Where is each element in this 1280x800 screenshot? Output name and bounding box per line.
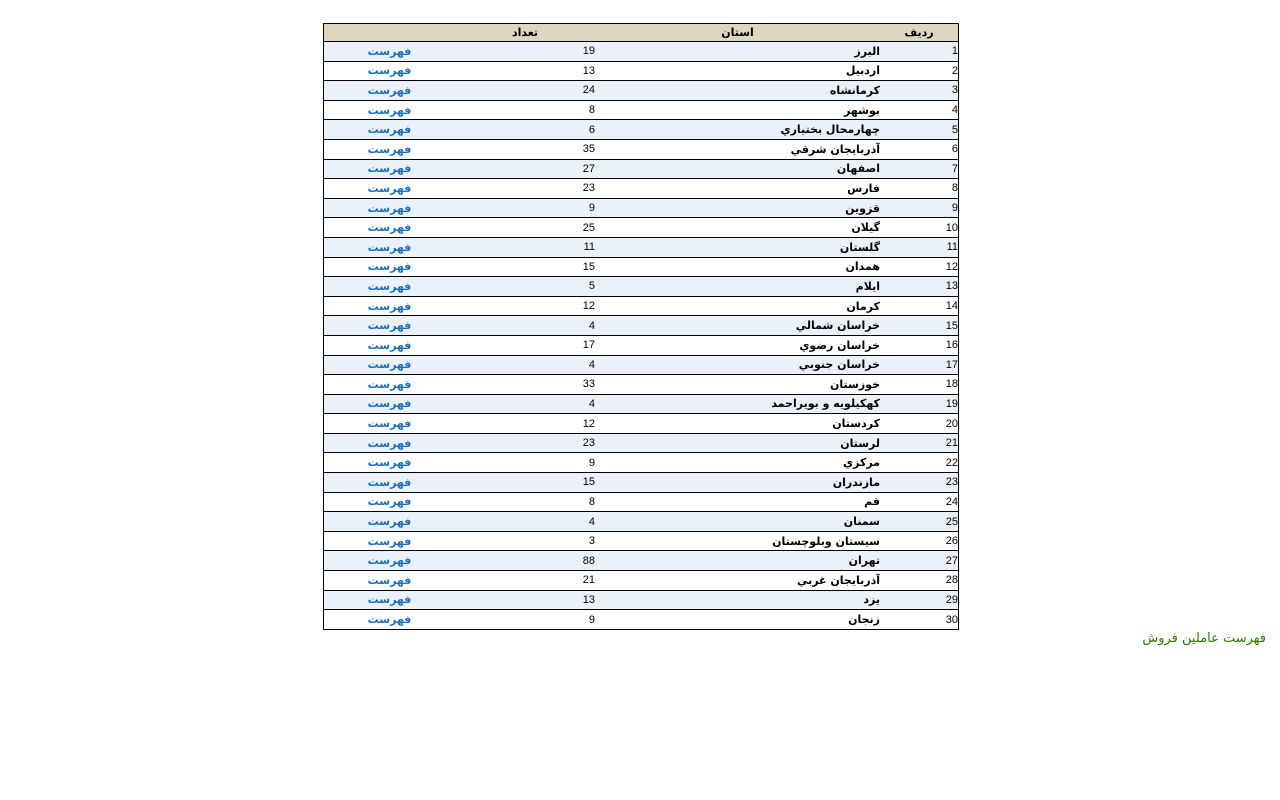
list-link-cell — [324, 571, 456, 591]
list-link-cell — [324, 198, 456, 218]
province-list-link[interactable]: فهرست — [367, 436, 412, 450]
province-name: ايلام — [595, 277, 880, 297]
list-link-cell — [324, 61, 456, 81]
table-row — [324, 610, 959, 630]
table-row — [324, 590, 959, 610]
list-link-cell — [324, 531, 456, 551]
header-link — [324, 24, 456, 42]
table-row — [324, 531, 959, 551]
table-row — [324, 355, 959, 375]
header-count: تعداد — [455, 24, 595, 42]
agent-count: 19 — [455, 42, 595, 62]
province-name: خراسان شمالي — [595, 316, 880, 336]
agent-count: 27 — [455, 159, 595, 179]
agent-count: 13 — [455, 590, 595, 610]
row-number: 6 — [880, 139, 959, 159]
province-list-link[interactable]: فهرست — [367, 319, 412, 333]
table-row — [324, 453, 959, 473]
province-list-link[interactable]: فهرست — [367, 417, 412, 431]
table-row — [324, 414, 959, 434]
list-link-cell — [324, 277, 456, 297]
row-number: 30 — [880, 610, 959, 630]
agent-count: 9 — [455, 453, 595, 473]
agent-count: 9 — [455, 610, 595, 630]
list-link-cell — [324, 179, 456, 199]
row-number: 28 — [880, 571, 959, 591]
row-number: 27 — [880, 551, 959, 571]
province-name: البرز — [595, 42, 880, 62]
province-list-link[interactable]: فهرست — [367, 377, 412, 391]
row-number: 14 — [880, 296, 959, 316]
agent-count: 23 — [455, 179, 595, 199]
province-list-link[interactable]: فهرست — [367, 456, 412, 470]
table-row — [324, 375, 959, 395]
agent-count: 25 — [455, 218, 595, 238]
province-name: خراسان رضوي — [595, 335, 880, 355]
row-number: 2 — [880, 61, 959, 81]
province-list-link[interactable]: فهرست — [367, 44, 412, 58]
province-name: كهكيلويه و بويراحمد — [595, 394, 880, 414]
province-name: اردبيل — [595, 61, 880, 81]
table-row — [324, 433, 959, 453]
table-row — [324, 42, 959, 62]
province-name: فارس — [595, 179, 880, 199]
list-link-cell — [324, 218, 456, 238]
table-row — [324, 473, 959, 493]
row-number: 8 — [880, 179, 959, 199]
table-row — [324, 139, 959, 159]
row-number: 4 — [880, 100, 959, 120]
table-row — [324, 551, 959, 571]
list-link-cell — [324, 414, 456, 434]
agent-count: 8 — [455, 492, 595, 512]
agent-count: 3 — [455, 531, 595, 551]
agent-count: 4 — [455, 355, 595, 375]
province-list-link[interactable]: فهرست — [367, 279, 412, 293]
table-row — [324, 100, 959, 120]
row-number: 24 — [880, 492, 959, 512]
row-number: 18 — [880, 375, 959, 395]
agent-count: 4 — [455, 316, 595, 336]
list-link-cell — [324, 316, 456, 336]
row-number: 12 — [880, 257, 959, 277]
table-row — [324, 237, 959, 257]
table-row — [324, 257, 959, 277]
agent-count: 15 — [455, 473, 595, 493]
row-number: 16 — [880, 335, 959, 355]
list-link-cell — [324, 590, 456, 610]
province-name: چهارمحال بختياري — [595, 120, 880, 140]
agent-count: 23 — [455, 433, 595, 453]
province-name: بوشهر — [595, 100, 880, 120]
agent-count: 12 — [455, 296, 595, 316]
province-list-link[interactable]: فهرست — [367, 593, 412, 607]
list-link-cell — [324, 296, 456, 316]
province-list-link[interactable]: فهرست — [367, 554, 412, 568]
province-list-link[interactable]: فهرست — [367, 221, 412, 235]
agent-count: 6 — [455, 120, 595, 140]
province-list-link[interactable]: فهرست — [367, 299, 412, 313]
province-name: سمنان — [595, 512, 880, 532]
list-link-cell — [324, 610, 456, 630]
table-row — [324, 277, 959, 297]
province-list-link[interactable]: فهرست — [367, 103, 412, 117]
province-list-link[interactable]: فهرست — [367, 358, 412, 372]
table-row — [324, 571, 959, 591]
agent-count: 8 — [455, 100, 595, 120]
list-link-cell — [324, 81, 456, 101]
row-number: 23 — [880, 473, 959, 493]
agent-count: 9 — [455, 198, 595, 218]
province-name: آذربايجان شرقي — [595, 139, 880, 159]
header-row-number: رديف — [880, 24, 959, 42]
province-name: گلستان — [595, 237, 880, 257]
province-name: قزوين — [595, 198, 880, 218]
agent-count: 5 — [455, 277, 595, 297]
province-list-link[interactable]: فهرست — [367, 338, 412, 352]
agent-count: 11 — [455, 237, 595, 257]
row-number: 22 — [880, 453, 959, 473]
province-list-link[interactable]: فهرست — [367, 534, 412, 548]
agent-count: 33 — [455, 375, 595, 395]
sales-agents-list-link[interactable]: فهرست عاملين فروش — [1142, 631, 1266, 646]
province-name: قم — [595, 492, 880, 512]
province-name: لرستان — [595, 433, 880, 453]
row-number: 10 — [880, 218, 959, 238]
table-row — [324, 218, 959, 238]
province-list-link[interactable]: فهرست — [367, 142, 412, 156]
province-name: زنجان — [595, 610, 880, 630]
agent-count: 13 — [455, 61, 595, 81]
province-list-link[interactable]: فهرست — [367, 475, 412, 489]
province-list-link[interactable]: فهرست — [367, 181, 412, 195]
row-number: 26 — [880, 531, 959, 551]
list-link-cell — [324, 512, 456, 532]
province-list-link[interactable]: فهرست — [367, 240, 412, 254]
table-row — [324, 296, 959, 316]
province-name: همدان — [595, 257, 880, 277]
provinces-table — [323, 23, 959, 630]
agent-count: 4 — [455, 512, 595, 532]
province-name: تهران — [595, 551, 880, 571]
province-list-link[interactable]: فهرست — [367, 573, 412, 587]
province-name: كرمانشاه — [595, 81, 880, 101]
agent-count: 24 — [455, 81, 595, 101]
agent-count: 35 — [455, 139, 595, 159]
list-link-cell — [324, 100, 456, 120]
province-list-link[interactable]: فهرست — [367, 162, 412, 176]
list-link-cell — [324, 355, 456, 375]
row-number: 17 — [880, 355, 959, 375]
row-number: 29 — [880, 590, 959, 610]
list-link-cell — [324, 375, 456, 395]
header-province: استان — [595, 24, 880, 42]
row-number: 3 — [880, 81, 959, 101]
list-link-cell — [324, 394, 456, 414]
list-link-cell — [324, 139, 456, 159]
province-list-link[interactable]: فهرست — [367, 123, 412, 137]
province-name: اصفهان — [595, 159, 880, 179]
row-number: 21 — [880, 433, 959, 453]
agent-count: 4 — [455, 394, 595, 414]
table-row — [324, 61, 959, 81]
list-link-cell — [324, 120, 456, 140]
agent-count: 21 — [455, 571, 595, 591]
row-number: 7 — [880, 159, 959, 179]
list-link-cell — [324, 159, 456, 179]
province-name: آذربايجان غربي — [595, 571, 880, 591]
table-row — [324, 335, 959, 355]
row-number: 11 — [880, 237, 959, 257]
table-row — [324, 492, 959, 512]
table-row — [324, 81, 959, 101]
list-link-cell — [324, 551, 456, 571]
province-list-link[interactable]: فهرست — [367, 397, 412, 411]
table-row — [324, 512, 959, 532]
list-link-cell — [324, 492, 456, 512]
agent-count: 12 — [455, 414, 595, 434]
list-link-cell — [324, 257, 456, 277]
province-list-link[interactable]: فهرست — [367, 83, 412, 97]
province-list-link[interactable]: فهرست — [367, 495, 412, 509]
table-row — [324, 198, 959, 218]
province-list-link[interactable]: فهرست — [367, 64, 412, 78]
province-name: گيلان — [595, 218, 880, 238]
province-name: مازندران — [595, 473, 880, 493]
province-list-link[interactable]: فهرست — [367, 515, 412, 529]
province-list-link[interactable]: فهرست — [367, 260, 412, 274]
agent-count: 17 — [455, 335, 595, 355]
province-name: خوزستان — [595, 375, 880, 395]
table-row — [324, 394, 959, 414]
list-link-cell — [324, 237, 456, 257]
province-name: مركزي — [595, 453, 880, 473]
province-list-link[interactable]: فهرست — [367, 201, 412, 215]
table-row — [324, 179, 959, 199]
table-row — [324, 159, 959, 179]
province-name: سيستان وبلوچستان — [595, 531, 880, 551]
list-link-cell — [324, 42, 456, 62]
table-header-row — [324, 24, 959, 42]
row-number: 1 — [880, 42, 959, 62]
province-name: يزد — [595, 590, 880, 610]
province-name: كرمان — [595, 296, 880, 316]
row-number: 5 — [880, 120, 959, 140]
province-name: خراسان جنوبي — [595, 355, 880, 375]
list-link-cell — [324, 473, 456, 493]
list-link-cell — [324, 335, 456, 355]
list-link-cell — [324, 453, 456, 473]
row-number: 9 — [880, 198, 959, 218]
row-number: 15 — [880, 316, 959, 336]
agent-count: 88 — [455, 551, 595, 571]
row-number: 19 — [880, 394, 959, 414]
agent-count: 15 — [455, 257, 595, 277]
list-link-cell — [324, 433, 456, 453]
row-number: 20 — [880, 414, 959, 434]
table-body — [324, 42, 959, 630]
row-number: 25 — [880, 512, 959, 532]
table-row — [324, 316, 959, 336]
province-list-link[interactable]: فهرست — [367, 613, 412, 627]
province-name: كردستان — [595, 414, 880, 434]
table-row — [324, 120, 959, 140]
row-number: 13 — [880, 277, 959, 297]
